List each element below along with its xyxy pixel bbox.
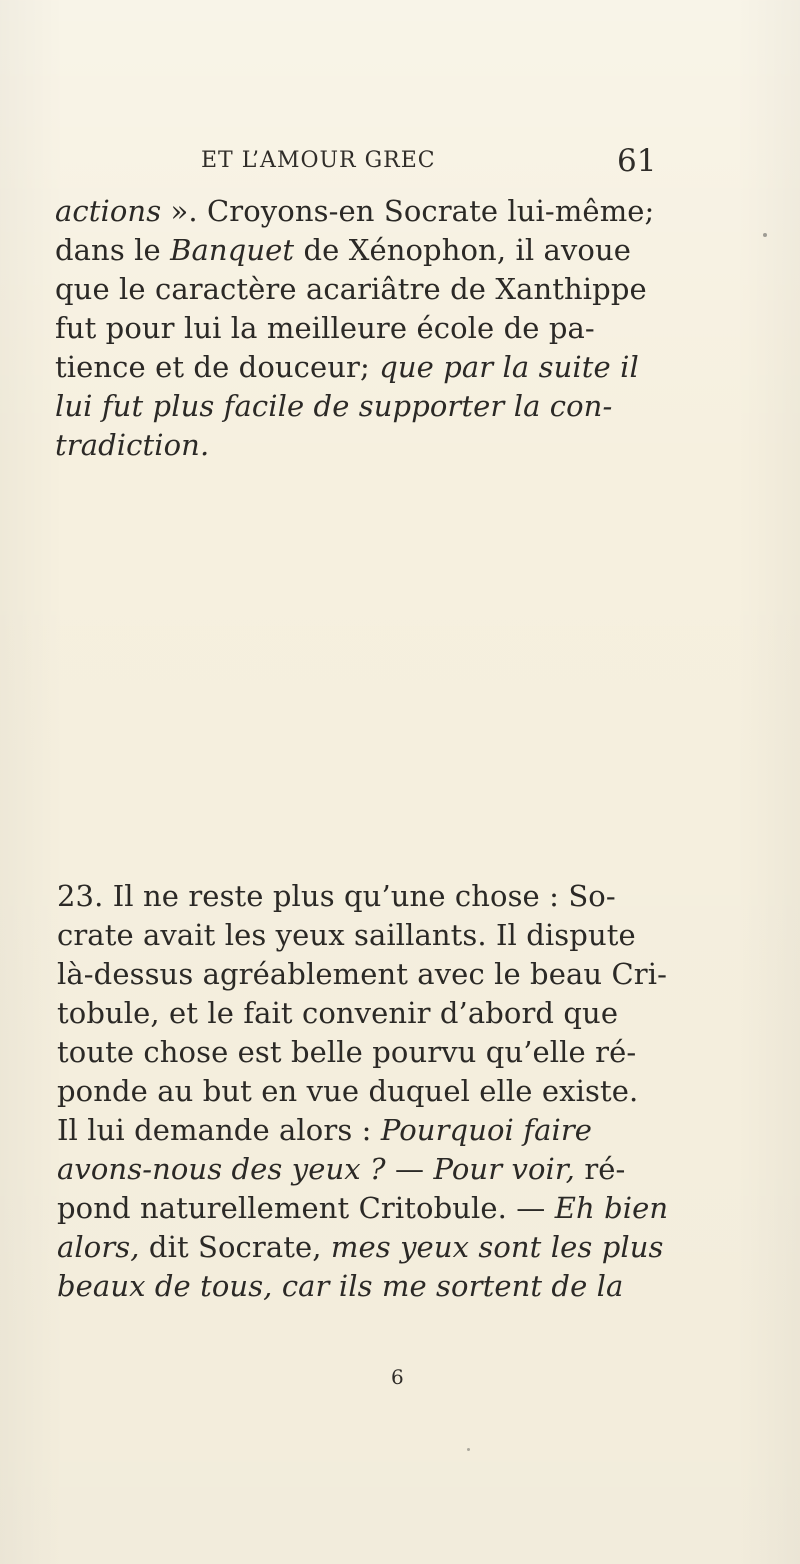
- paragraph-line: fut pour lui la meilleure école de pa-: [55, 311, 595, 345]
- text-segment: pond naturellement Critobule. —: [57, 1191, 555, 1225]
- ink-dot: [763, 233, 767, 237]
- text-segment: de Xénophon, il avoue: [294, 233, 632, 267]
- text-segment: que par la suite il: [379, 350, 639, 384]
- text-segment: ». Croyons-en Socrate lui-même;: [161, 194, 655, 228]
- paragraph-line: là-dessus agréablement avec le beau Cri-: [57, 957, 667, 991]
- text-segment: Pourquoi faire: [380, 1113, 593, 1147]
- paragraph-line: crate avait les yeux saillants. Il dispute: [57, 918, 636, 952]
- paragraph-line: [57, 1190, 747, 1226]
- paragraph-line: ponde au but en vue duquel elle existe.: [57, 1074, 639, 1108]
- paragraph-line: [55, 232, 745, 268]
- paragraph-line: [55, 349, 745, 385]
- text-segment: Pour voir,: [433, 1152, 576, 1186]
- paragraph-line: [55, 388, 745, 424]
- paragraph-line: [57, 1229, 747, 1265]
- text-segment: dans le: [55, 233, 171, 267]
- page-header: [0, 143, 800, 188]
- text-segment: Eh bien: [554, 1191, 669, 1225]
- paragraph-line: [55, 427, 745, 463]
- paragraph-line: [57, 1112, 747, 1148]
- paragraph-line: tobule, et le fait convenir d’abord que: [57, 996, 619, 1030]
- paragraph-line: 23. Il ne reste plus qu’une chose : So-: [57, 879, 616, 913]
- running-head: ET L’AMOUR GREC: [201, 148, 436, 173]
- text-segment: actions: [55, 194, 162, 228]
- text-segment: beaux de tous, car ils me sortent de la: [57, 1269, 624, 1303]
- text-segment: dit Socrate,: [139, 1230, 331, 1264]
- text-segment: tradiction.: [55, 428, 210, 462]
- paragraph-line: [57, 1268, 747, 1304]
- paragraph-line: [55, 193, 745, 229]
- paragraph-line: que le caractère acariâtre de Xanthippe: [55, 272, 647, 306]
- text-segment: Banquet: [170, 233, 295, 267]
- ink-dot: [467, 1448, 470, 1451]
- page-number: 61: [617, 143, 657, 179]
- text-segment: lui fut plus facile de supporter la con-: [55, 389, 613, 423]
- text-segment: tience et de douceur;: [55, 350, 380, 384]
- text-segment: Il lui demande alors :: [57, 1113, 381, 1147]
- text-segment: ré-: [575, 1152, 626, 1186]
- paragraph-line: [57, 1151, 747, 1187]
- paragraph-line: toute chose est belle pourvu qu’elle ré-: [57, 1035, 637, 1069]
- signature-mark: 6: [391, 1365, 404, 1389]
- text-segment: alors,: [57, 1230, 140, 1264]
- text-segment: —: [385, 1152, 434, 1186]
- text-segment: avons-nous des yeux ?: [57, 1152, 386, 1186]
- text-segment: mes yeux sont les plus: [330, 1230, 664, 1264]
